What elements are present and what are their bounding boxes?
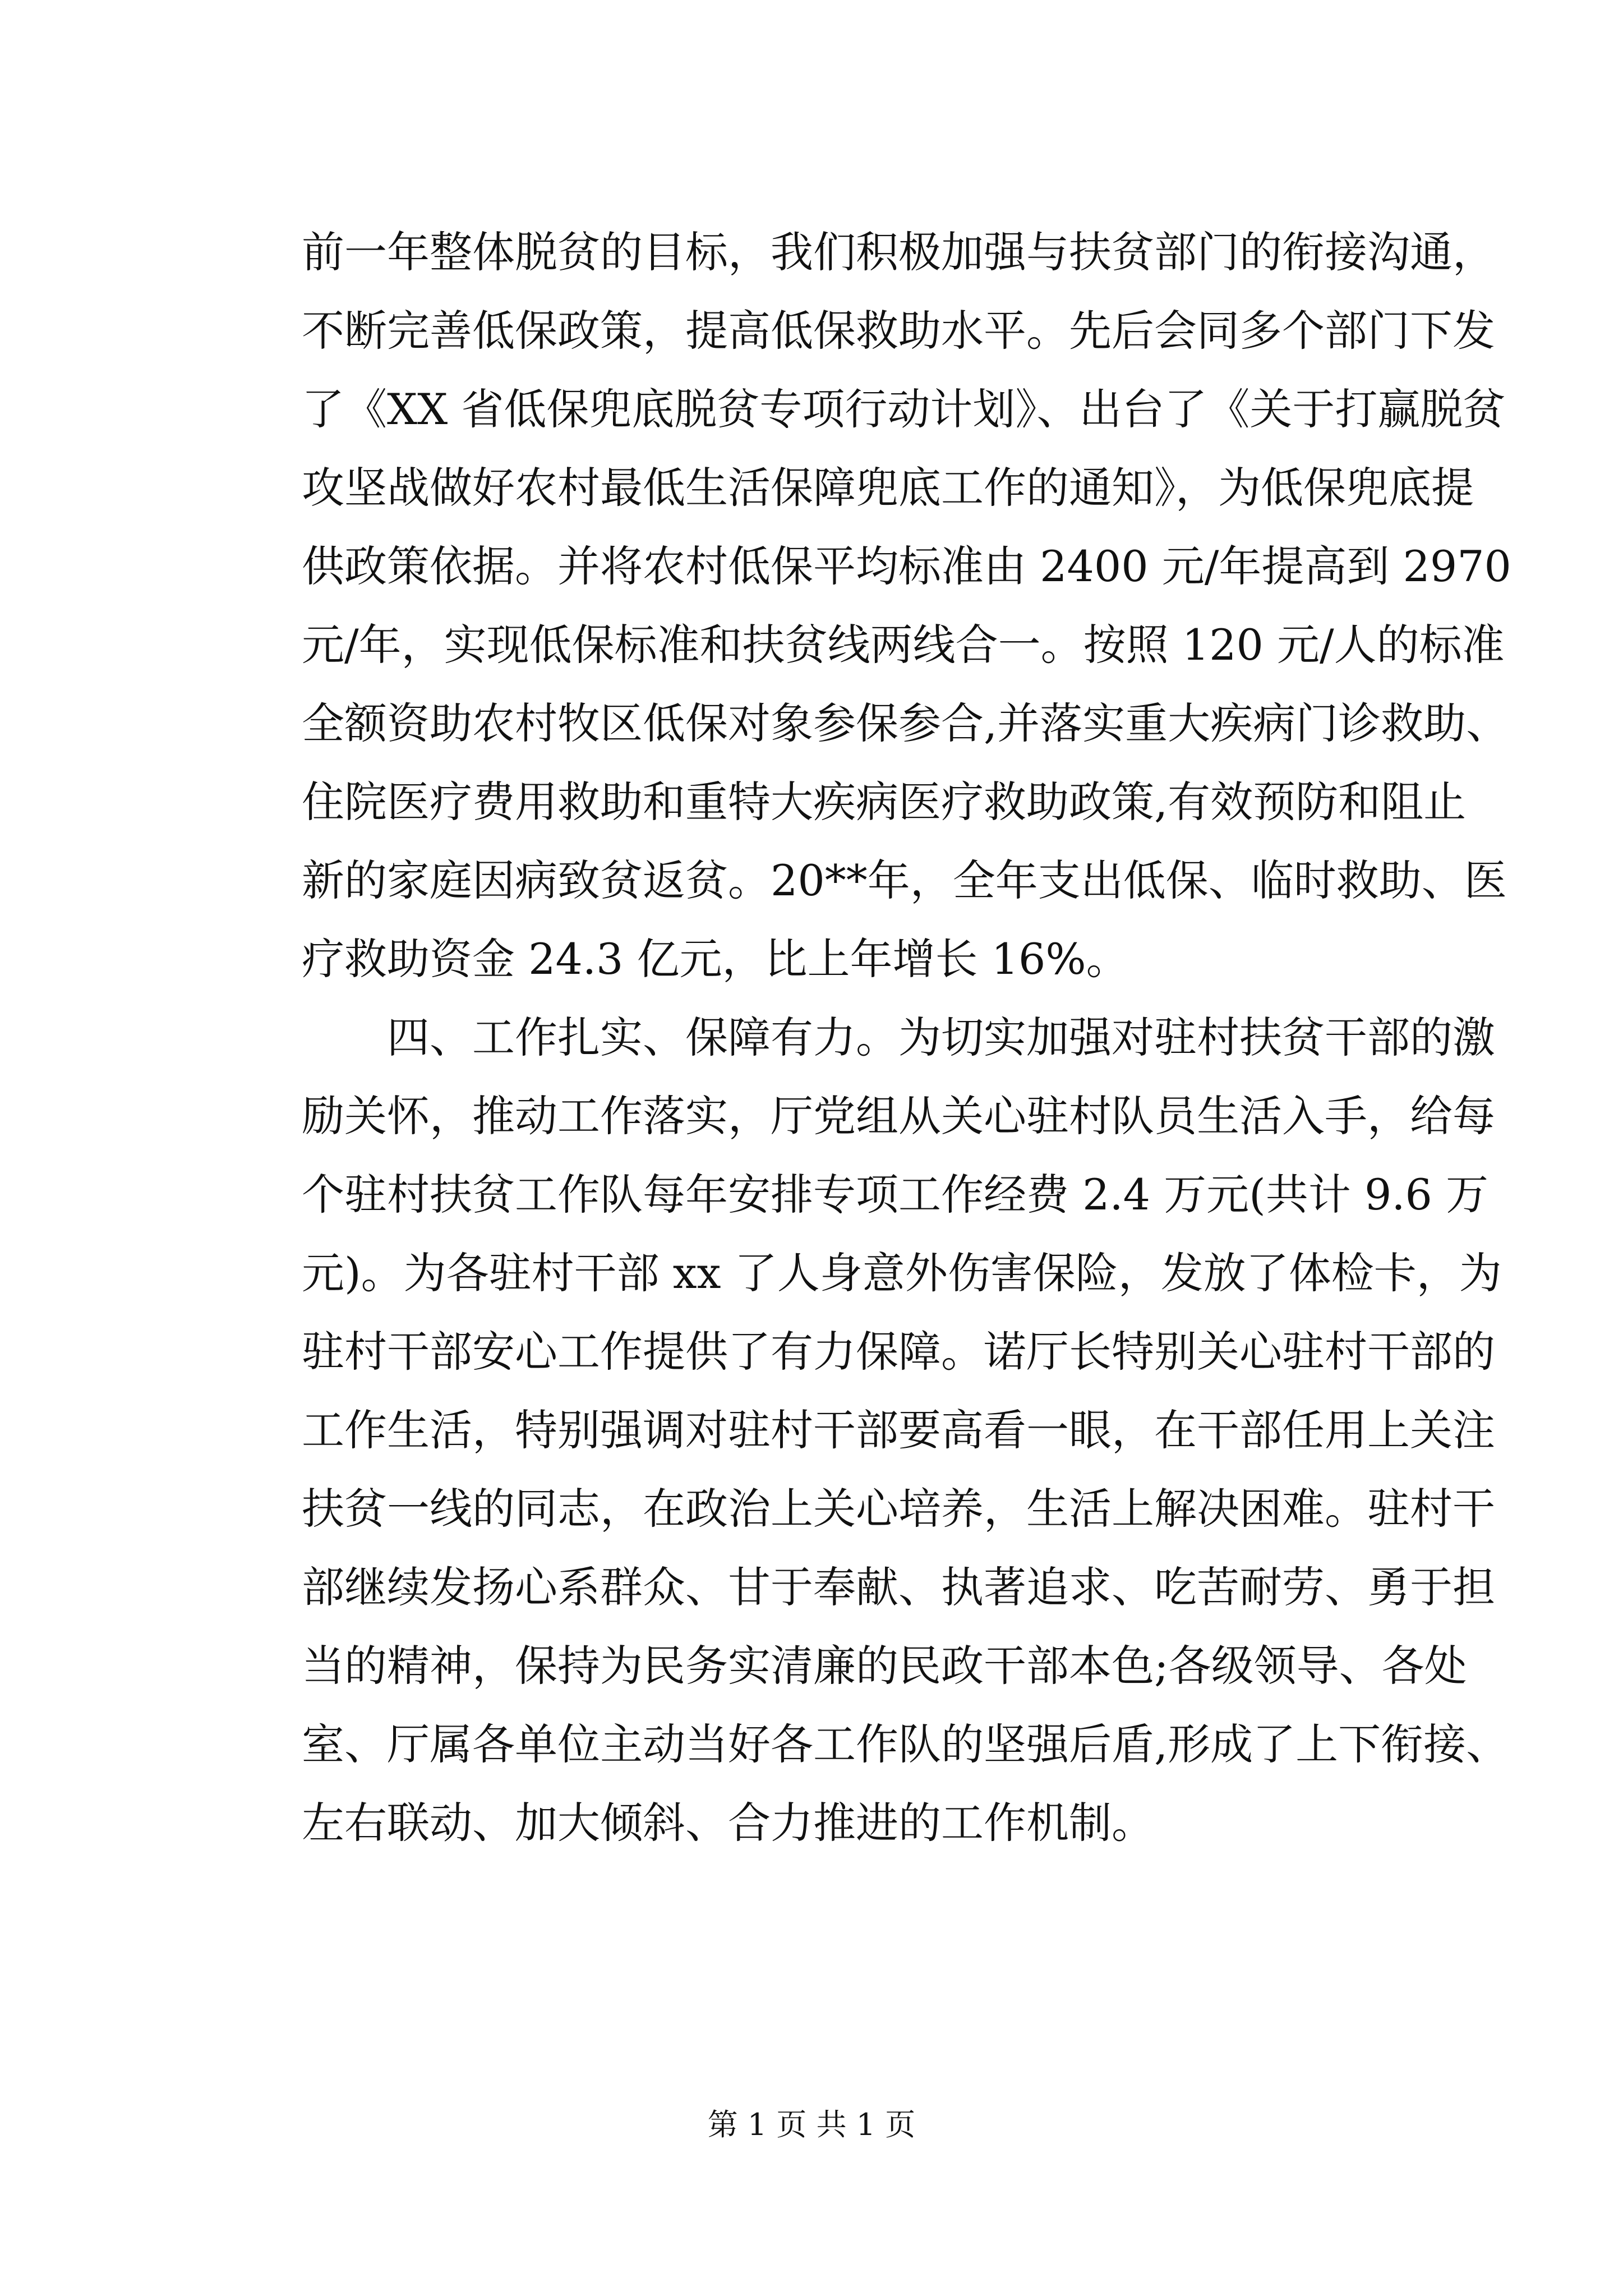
text-line: 励关怀，推动工作落实，厅党组从关心驻村队员生活入手，给每 (302, 1091, 1495, 1141)
text-line: 当的精神，保持为民务实清廉的民政干部本色;各级领导、各处 (302, 1641, 1467, 1691)
text-line: 全额资助农村牧区低保对象参保参合,并落实重大疾病门诊救助、 (302, 698, 1509, 748)
text-line: 攻坚战做好农村最低生活保障兜底工作的通知》，为低保兜底提 (302, 463, 1474, 513)
text-line: 前一年整体脱贫的目标，我们积极加强与扶贫部门的衔接沟通， (302, 227, 1495, 277)
text-line: 扶贫一线的同志，在政治上关心培养，生活上解决困难。驻村干 (302, 1484, 1495, 1534)
text-line: 室、厅属各单位主动当好各工作队的坚强后盾,形成了上下衔接、 (302, 1719, 1509, 1769)
text-line: 部继续发扬心系群众、甘于奉献、执著追求、吃苦耐劳、勇于担 (302, 1562, 1495, 1612)
text-line: 不断完善低保政策，提高低保救助水平。先后会同多个部门下发 (302, 306, 1495, 356)
text-line: 驻村干部安心工作提供了有力保障。诺厅长特别关心驻村干部的 (302, 1327, 1495, 1377)
body-text (302, 213, 1511, 1862)
page-footer: 第 1 页 共 1 页 (707, 2107, 916, 2142)
text-line: 供政策依据。并将农村低保平均标准由 2400 元/年提高到 2970 (302, 541, 1511, 591)
text-line: 左右联动、加大倾斜、合力推进的工作机制。 (302, 1798, 1154, 1848)
text-line: 个驻村扶贫工作队每年安排专项工作经费 2.4 万元(共计 9.6 万 (302, 1170, 1489, 1220)
text-line: 了《XX 省低保兜底脱贫专项行动计划》、出台了《关于打赢脱贫 (302, 384, 1506, 434)
text-line: 元)。为各驻村干部 xx 了人身意外伤害保险，发放了体检卡，为 (302, 1248, 1502, 1298)
text-line: 住院医疗费用救助和重特大疾病医疗救助政策,有效预防和阻止 (302, 777, 1467, 827)
text-line: 疗救助资金 24.3 亿元，比上年增长 16%。 (302, 934, 1129, 984)
text-line: 新的家庭因病致贫返贫。20**年，全年支出低保、临时救助、医 (302, 855, 1507, 905)
text-line: 元/年，实现低保标准和扶贫线两线合一。按照 120 元/人的标准 (302, 620, 1505, 670)
text-line: 四、工作扎实、保障有力。为切实加强对驻村扶贫干部的激 (302, 1013, 1495, 1062)
text-line: 工作生活，特别强调对驻村干部要高看一眼，在干部任用上关注 (302, 1405, 1495, 1455)
